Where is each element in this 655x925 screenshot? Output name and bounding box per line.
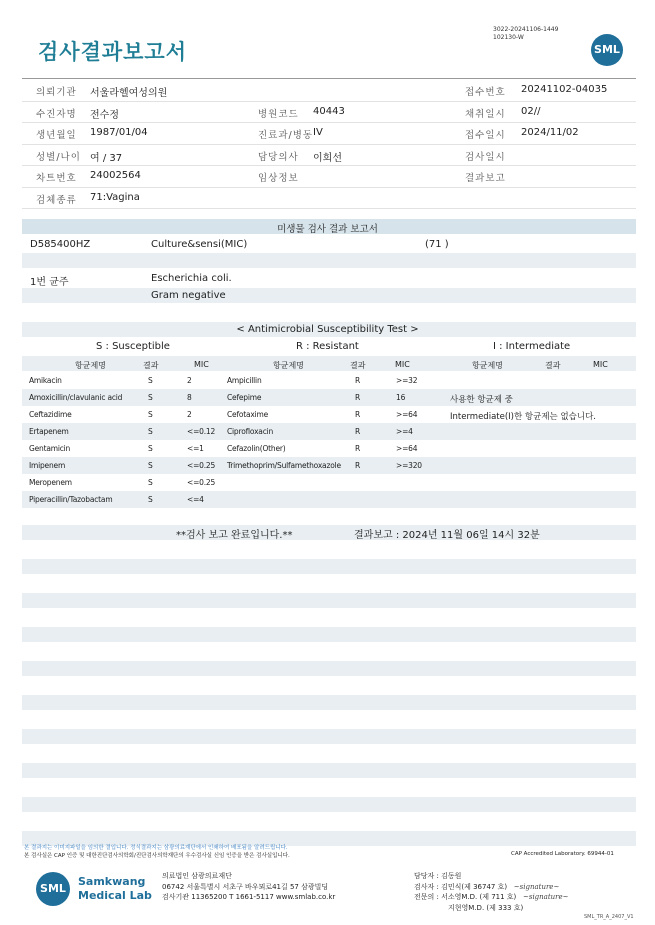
ast-drug-susceptible: Amoxicillin/clavulanic acid — [29, 393, 123, 402]
report-timestamp: 결과보고 : 2024년 11월 06일 14시 32분 — [354, 530, 540, 541]
info-row — [22, 188, 636, 210]
accreditation-notice: 본 검사실은 CAP 인증 및 대한진단검사의학회/진단검사의학재단의 우수검사실 신임 인증을 받은 검사실입니다. — [24, 853, 290, 859]
ast-drug-resistant: Ciprofloxacin — [227, 427, 274, 436]
org-contact: 검사기관 11365200 T 1661-5117 www.smlab.co.kr — [162, 893, 336, 901]
label-chart-number: 차트번호 — [36, 173, 77, 184]
test-name: Culture&sensi(MIC) — [151, 239, 248, 250]
ast-mic-susceptible: <=1 — [187, 444, 204, 453]
test-code: D585400HZ — [30, 239, 91, 250]
ast-result-susceptible: S — [148, 393, 153, 402]
stripe — [22, 356, 636, 371]
ast-result-resistant: R — [355, 393, 361, 402]
completion-message: **검사 보고 완료입니다.** — [176, 530, 293, 541]
empty-row-stripe — [22, 797, 636, 812]
ast-drug-susceptible: Amikacin — [29, 376, 62, 385]
value-chart-number: 24002564 — [90, 170, 141, 181]
label-clinical-info: 임상정보 — [258, 173, 299, 184]
ast-result-resistant: R — [355, 444, 361, 453]
stripe — [22, 525, 636, 540]
document-id-line1: 3022-20241106-1449 — [493, 26, 559, 33]
ast-mic-resistant: >=4 — [396, 427, 413, 436]
col-header-mic-2: MIC — [395, 360, 410, 369]
org-address-block — [162, 871, 335, 903]
ast-drug-resistant: Trimethoprim/Sulfamethoxazole — [227, 461, 341, 470]
info-row — [22, 123, 636, 145]
ast-drug-susceptible: Piperacillin/Tazobactam — [29, 495, 113, 504]
label-report-date: 결과보고 — [465, 173, 506, 184]
empty-row-stripe — [22, 695, 636, 710]
test-number: (71 ) — [425, 239, 449, 250]
colony-label: 1번 균주 — [30, 277, 69, 288]
label-requesting-institution: 의뢰기관 — [36, 87, 77, 98]
staff-specialist-2: 지현영M.D. (제 333 호) — [448, 903, 524, 912]
gram-stain: Gram negative — [151, 290, 226, 301]
micro-section-title: 미생물 검사 결과 보고서 — [277, 224, 378, 235]
label-received-date: 접수일시 — [465, 130, 506, 141]
staff-specialist-row — [414, 892, 569, 903]
ast-mic-resistant: >=64 — [396, 444, 418, 453]
ast-mic-resistant: 16 — [396, 393, 406, 402]
col-header-drug-2: 항균제명 — [273, 361, 304, 370]
org-address: 06742 서울특별시 서초구 바우뫼로41길 57 삼광빌딩 — [162, 882, 329, 891]
ast-mic-susceptible: 2 — [187, 376, 192, 385]
ast-drug-susceptible: Meropenem — [29, 478, 72, 487]
ast-mic-susceptible: <=0.12 — [187, 427, 216, 436]
document-id-line2: 102130-W — [493, 34, 524, 41]
brand-line1: Samkwang — [78, 875, 146, 888]
ast-title: < Antimicrobial Susceptibility Test > — [236, 324, 419, 335]
sml-logo: SML — [591, 34, 623, 66]
col-header-result-2: 결과 — [350, 361, 366, 370]
value-received-date: 2024/11/02 — [521, 127, 579, 138]
value-hospital-code: 40443 — [313, 105, 345, 117]
ast-drug-resistant: Ampicillin — [227, 376, 262, 385]
header-divider — [22, 78, 636, 79]
ast-drug-susceptible: Imipenem — [29, 461, 66, 470]
col-header-mic-3: MIC — [593, 360, 608, 369]
ast-mic-resistant: >=320 — [396, 461, 422, 470]
staff-block — [414, 871, 569, 913]
col-header-drug-1: 항균제명 — [75, 361, 106, 370]
label-specimen-type: 검체종류 — [36, 194, 77, 206]
value-accession-number: 20241102-04035 — [521, 84, 608, 95]
ast-note: 사용한 항균제 중 — [450, 395, 513, 405]
ast-result-susceptible: S — [148, 444, 153, 453]
ast-result-susceptible: S — [148, 410, 153, 419]
empty-row-stripe — [22, 729, 636, 744]
ast-drug-susceptible: Gentamicin — [29, 444, 71, 453]
brand-line2: Medical Lab — [78, 889, 152, 902]
ast-result-susceptible: S — [148, 427, 153, 436]
empty-row-stripe — [22, 559, 636, 574]
label-accession-number: 접수번호 — [465, 87, 506, 98]
col-header-mic-1: MIC — [194, 360, 209, 369]
ast-result-resistant: R — [355, 427, 361, 436]
specialist-signature: ~signature~ — [518, 893, 569, 901]
staff-tester-row — [414, 882, 569, 893]
organism-name: Escherichia coli. — [151, 273, 232, 284]
legend-intermediate: I : Intermediate — [493, 341, 571, 352]
col-header-result-1: 결과 — [143, 361, 159, 370]
empty-row-stripe — [22, 627, 636, 642]
label-test-date: 검사일시 — [465, 151, 506, 163]
patient-info-table — [22, 80, 636, 209]
ast-drug-resistant: Cefazolin(Other) — [227, 444, 286, 453]
ast-mic-resistant: >=32 — [396, 376, 418, 385]
sml-logo-mark: SML — [36, 872, 70, 906]
ast-result-susceptible: S — [148, 478, 153, 487]
label-birth-date: 생년월일 — [36, 130, 77, 141]
ast-result-susceptible: S — [148, 376, 153, 385]
empty-row-stripe — [22, 763, 636, 778]
ast-row-stripe — [22, 491, 636, 508]
ast-mic-susceptible: <=0.25 — [187, 478, 216, 487]
stripe — [22, 288, 636, 303]
label-department: 진료과/병동 — [258, 130, 314, 141]
staff-specialist-1: 전문의 : 서소영M.D. (제 711 호) — [414, 893, 517, 901]
value-birth-date: 1987/01/04 — [90, 127, 148, 138]
info-row — [22, 80, 636, 102]
info-row — [22, 102, 636, 124]
ast-mic-susceptible: 8 — [187, 393, 192, 402]
value-department: IV — [313, 127, 323, 138]
ast-result-resistant: R — [355, 410, 361, 419]
ast-mic-resistant: >=64 — [396, 410, 418, 419]
tester-signature: ~signature~ — [509, 882, 560, 891]
value-physician: 이희선 — [313, 152, 342, 164]
value-collection-date: 02// — [521, 105, 541, 117]
value-patient-name: 전수정 — [90, 109, 119, 121]
ast-mic-susceptible: <=4 — [187, 495, 204, 504]
ast-mic-susceptible: 2 — [187, 410, 192, 419]
ast-drug-resistant: Cefepime — [227, 393, 262, 402]
label-sex-age: 성별/나이 — [36, 151, 81, 163]
info-row — [22, 166, 636, 188]
document-id — [493, 26, 558, 42]
ast-result-resistant: R — [355, 461, 361, 470]
value-specimen-type: 71:Vagina — [90, 191, 140, 203]
brand-name — [78, 875, 152, 903]
legend-susceptible: S : Susceptible — [96, 341, 170, 352]
label-hospital-code: 병원코드 — [258, 108, 299, 120]
ast-row-stripe — [22, 423, 636, 440]
empty-row-stripe — [22, 593, 636, 608]
value-requesting-institution: 서울라헬여성의원 — [90, 88, 168, 99]
label-physician: 담당의사 — [258, 151, 299, 163]
staff-in-charge: 담당자 : 김동원 — [414, 872, 462, 880]
stripe — [22, 253, 636, 268]
org-name: 의료법인 삼광의료재단 — [162, 872, 232, 880]
form-number: SML_TR_A_2407_V1 — [584, 914, 634, 920]
ast-result-resistant: R — [355, 376, 361, 385]
label-collection-date: 채취일시 — [465, 108, 506, 120]
col-header-result-3: 결과 — [545, 361, 561, 370]
ast-drug-susceptible: Ertapenem — [29, 427, 69, 436]
ast-result-susceptible: S — [148, 495, 153, 504]
value-sex-age: 여 / 37 — [90, 152, 123, 164]
empty-row-stripe — [22, 661, 636, 676]
ast-drug-resistant: Cefotaxime — [227, 410, 269, 419]
staff-tester: 검사자 : 김민식(제 36747 호) — [414, 882, 508, 891]
label-patient-name: 수진자명 — [36, 108, 77, 120]
col-header-drug-3: 항균제명 — [472, 361, 503, 370]
ast-note: Intermediate(I)한 항균제는 없습니다. — [450, 412, 596, 422]
ast-mic-susceptible: <=0.25 — [187, 461, 216, 470]
ast-result-susceptible: S — [148, 461, 153, 470]
page-title: 검사결과보고서 — [38, 40, 188, 64]
cap-accreditation: CAP Accredited Laboratory. 69944-01 — [511, 851, 614, 857]
legend-resistant: R : Resistant — [296, 341, 359, 352]
image-copy-notice: 본 결과지는 이미지파일을 임의한 결입니다. 정식결과지는 삼광의료재단에서 인쇄하여 배포됨을 알려드립니다. — [24, 845, 288, 851]
info-row — [22, 145, 636, 167]
ast-drug-susceptible: Ceftazidime — [29, 410, 72, 419]
